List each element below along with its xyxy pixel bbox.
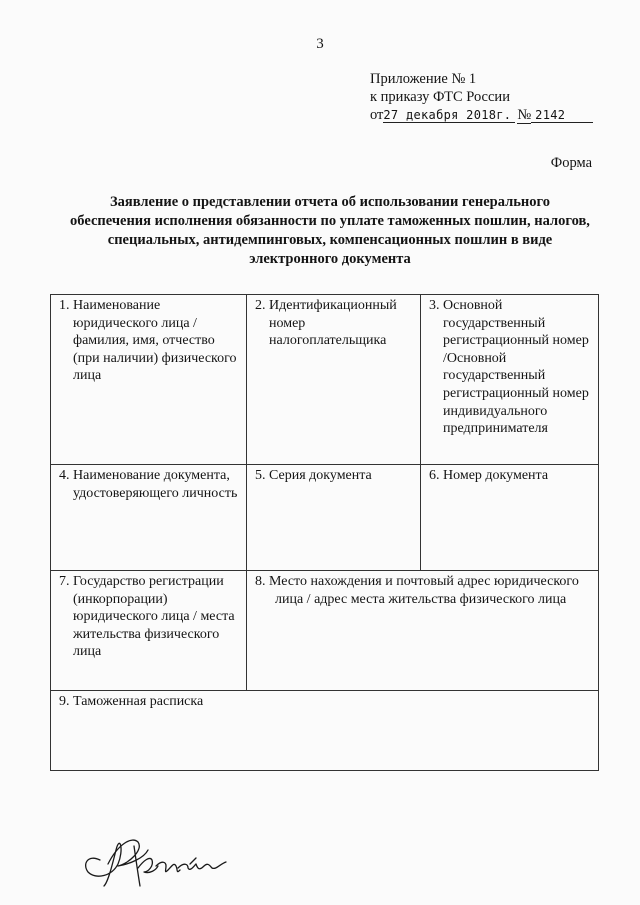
field-6-cell bbox=[421, 465, 599, 571]
table-row bbox=[51, 465, 599, 571]
annex-date: 27 декабря 2018г. bbox=[383, 108, 515, 123]
field-2-label: 2. Идентификационный номер налогоплательщика bbox=[255, 298, 397, 349]
handwritten-signature bbox=[78, 820, 238, 890]
field-9-label: 9. Таможенная расписка bbox=[59, 694, 204, 709]
table-row bbox=[51, 571, 599, 691]
field-9-cell bbox=[51, 691, 599, 771]
annex-line-1: Приложение № 1 bbox=[370, 71, 477, 87]
field-4-cell bbox=[51, 465, 247, 571]
annex-number: 2142 bbox=[531, 108, 593, 123]
field-8-label: 8. Место нахождения и почтовый адрес юридического лица / адрес места жительства физического лица bbox=[255, 574, 579, 607]
field-2-cell bbox=[247, 295, 421, 465]
annex-line-3 bbox=[370, 106, 593, 124]
field-5-label: 5. Серия документа bbox=[255, 468, 372, 483]
annex-block bbox=[370, 70, 593, 124]
annex-from: от bbox=[370, 107, 384, 123]
document-title: Заявление о представлении отчета об использовании генерального обеспечения исполнения обязанности по уплате таможенных пошлин, налогов, специальных, антидемпинговых, компенсационных пошлин в виде электронного документа bbox=[70, 194, 590, 267]
page-number: 3 bbox=[316, 36, 324, 52]
annex-line-2: к приказу ФТС России bbox=[370, 89, 510, 105]
annex-number-sign: № bbox=[517, 107, 532, 123]
field-8-cell bbox=[247, 571, 599, 691]
field-1-cell bbox=[51, 295, 247, 465]
field-5-cell bbox=[247, 465, 421, 571]
table-row bbox=[51, 691, 599, 771]
field-6-label: 6. Номер документа bbox=[429, 468, 549, 483]
form-label: Форма bbox=[550, 155, 592, 171]
field-7-label: 7. Государство регистрации (инкорпорации) юридического лица / места жительства физического лица bbox=[59, 574, 235, 660]
field-3-label: 3. Основной государственный регистрационный номер /Основной государственный регистрационный номер индивидуального предпринимателя bbox=[429, 298, 589, 437]
field-7-cell bbox=[51, 571, 247, 691]
field-4-label: 4. Наименование документа, удостоверяющего личность bbox=[59, 468, 238, 501]
table-row bbox=[51, 295, 599, 465]
field-1-label: 1. Наименование юридического лица / фамилия, имя, отчество (при наличии) физического лица bbox=[59, 298, 237, 384]
field-3-cell bbox=[421, 295, 599, 465]
form-table bbox=[50, 294, 599, 771]
